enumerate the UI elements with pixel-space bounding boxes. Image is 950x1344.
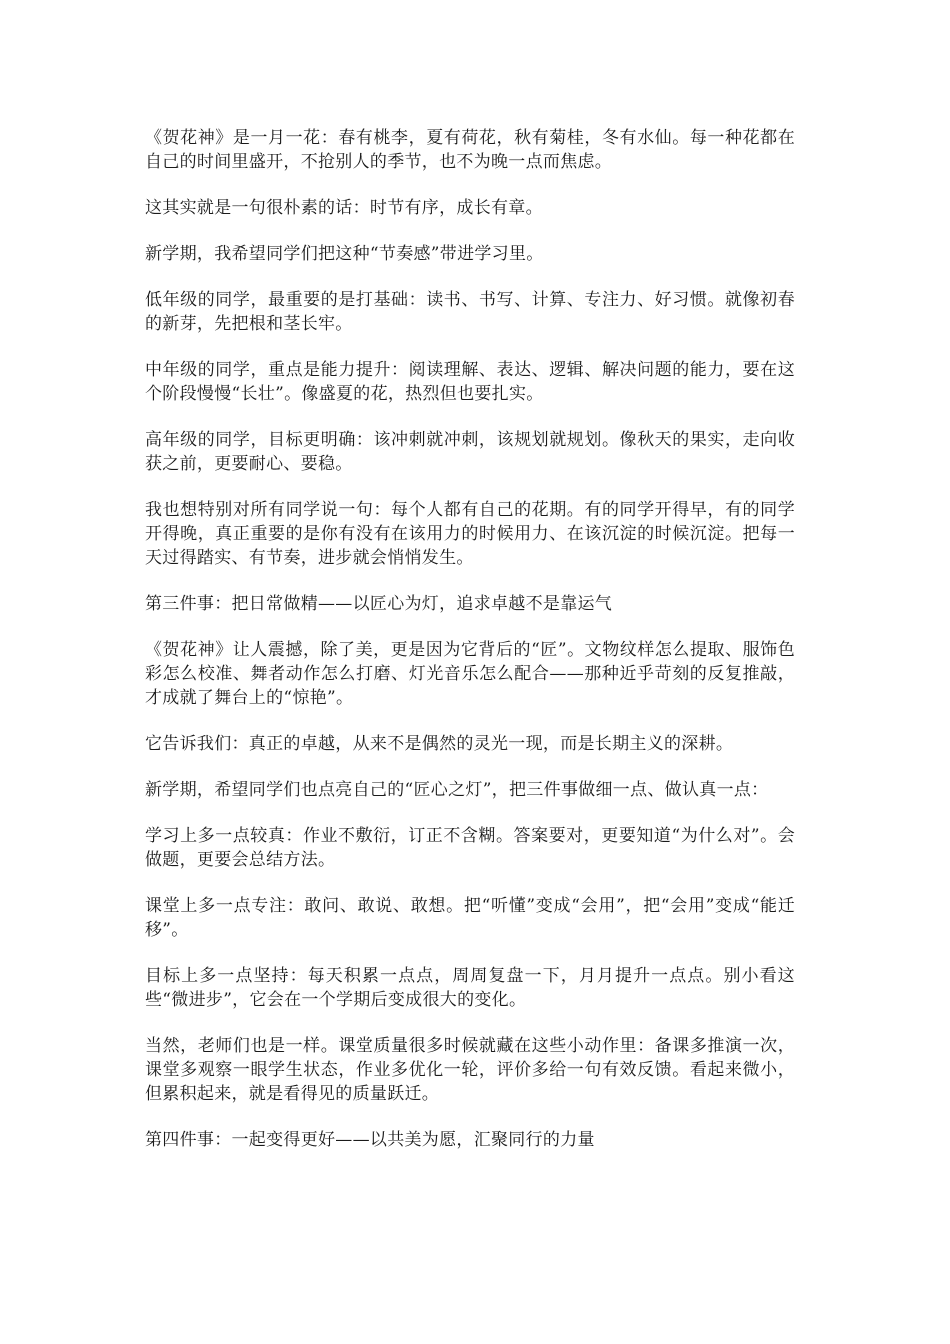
document-body bbox=[145, 126, 795, 1174]
paragraph: 《贺花神》是一月一花：春有桃李，夏有荷花，秋有菊桂，冬有水仙。每一种花都在自己的时间里盛开，不抢别人的季节，也不为晚一点而焦虑。 bbox=[145, 128, 795, 172]
section-heading: 第四件事：一起变得更好——以共美为愿，汇聚同行的力量 bbox=[145, 1130, 595, 1150]
paragraph: 低年级的同学，最重要的是打基础：读书、书写、计算、专注力、好习惯。就像初春的新芽，先把根和茎长牢。 bbox=[145, 290, 795, 334]
paragraph: 新学期，希望同学们也点亮自己的“匠心之灯”，把三件事做细一点、做认真一点： bbox=[145, 780, 769, 800]
section-heading: 第三件事：把日常做精——以匠心为灯，追求卓越不是靠运气 bbox=[145, 594, 613, 614]
paragraph: 目标上多一点坚持：每天积累一点点，周周复盘一下，月月提升一点点。别小看这些“微进步”，它会在一个学期后变成很大的变化。 bbox=[145, 966, 795, 1010]
paragraph: 新学期，我希望同学们把这种“节奏感”带进学习里。 bbox=[145, 244, 544, 264]
paragraph: 《贺花神》让人震撼，除了美，更是因为它背后的“匠”。文物纹样怎么提取、服饰色彩怎么校准、舞者动作怎么打磨、灯光音乐怎么配合——那种近乎苛刻的反复推敲，才成就了舞台上的“惊艳”。 bbox=[145, 640, 795, 708]
paragraph: 课堂上多一点专注：敢问、敢说、敢想。把“听懂”变成“会用”，把“会用”变成“能迁移”。 bbox=[145, 896, 795, 940]
paragraph: 当然，老师们也是一样。课堂质量很多时候就藏在这些小动作里：备课多推演一次，课堂多观察一眼学生状态，作业多优化一轮，评价多给一句有效反馈。看起来微小，但累积起来，就是看得见的质量跃迁。 bbox=[145, 1036, 795, 1104]
paragraph: 高年级的同学，目标更明确：该冲刺就冲刺，该规划就规划。像秋天的果实，走向收获之前，更要耐心、要稳。 bbox=[145, 430, 795, 474]
paragraph: 它告诉我们：真正的卓越，从来不是偶然的灵光一现，而是长期主义的深耕。 bbox=[145, 734, 734, 754]
paragraph: 我也想特别对所有同学说一句：每个人都有自己的花期。有的同学开得早，有的同学开得晚，真正重要的是你有没有在该用力的时候用力、在该沉淀的时候沉淀。把每一天过得踏实、有节奏，进步就会悄悄发生。 bbox=[145, 500, 795, 568]
paragraph: 学习上多一点较真：作业不敷衍，订正不含糊。答案要对，更要知道“为什么对”。会做题，更要会总结方法。 bbox=[145, 826, 795, 870]
paragraph: 中年级的同学，重点是能力提升：阅读理解、表达、逻辑、解决问题的能力，要在这个阶段慢慢“长壮”。像盛夏的花，热烈但也要扎实。 bbox=[145, 360, 795, 404]
paragraph: 这其实就是一句很朴素的话：时节有序，成长有章。 bbox=[145, 198, 543, 218]
